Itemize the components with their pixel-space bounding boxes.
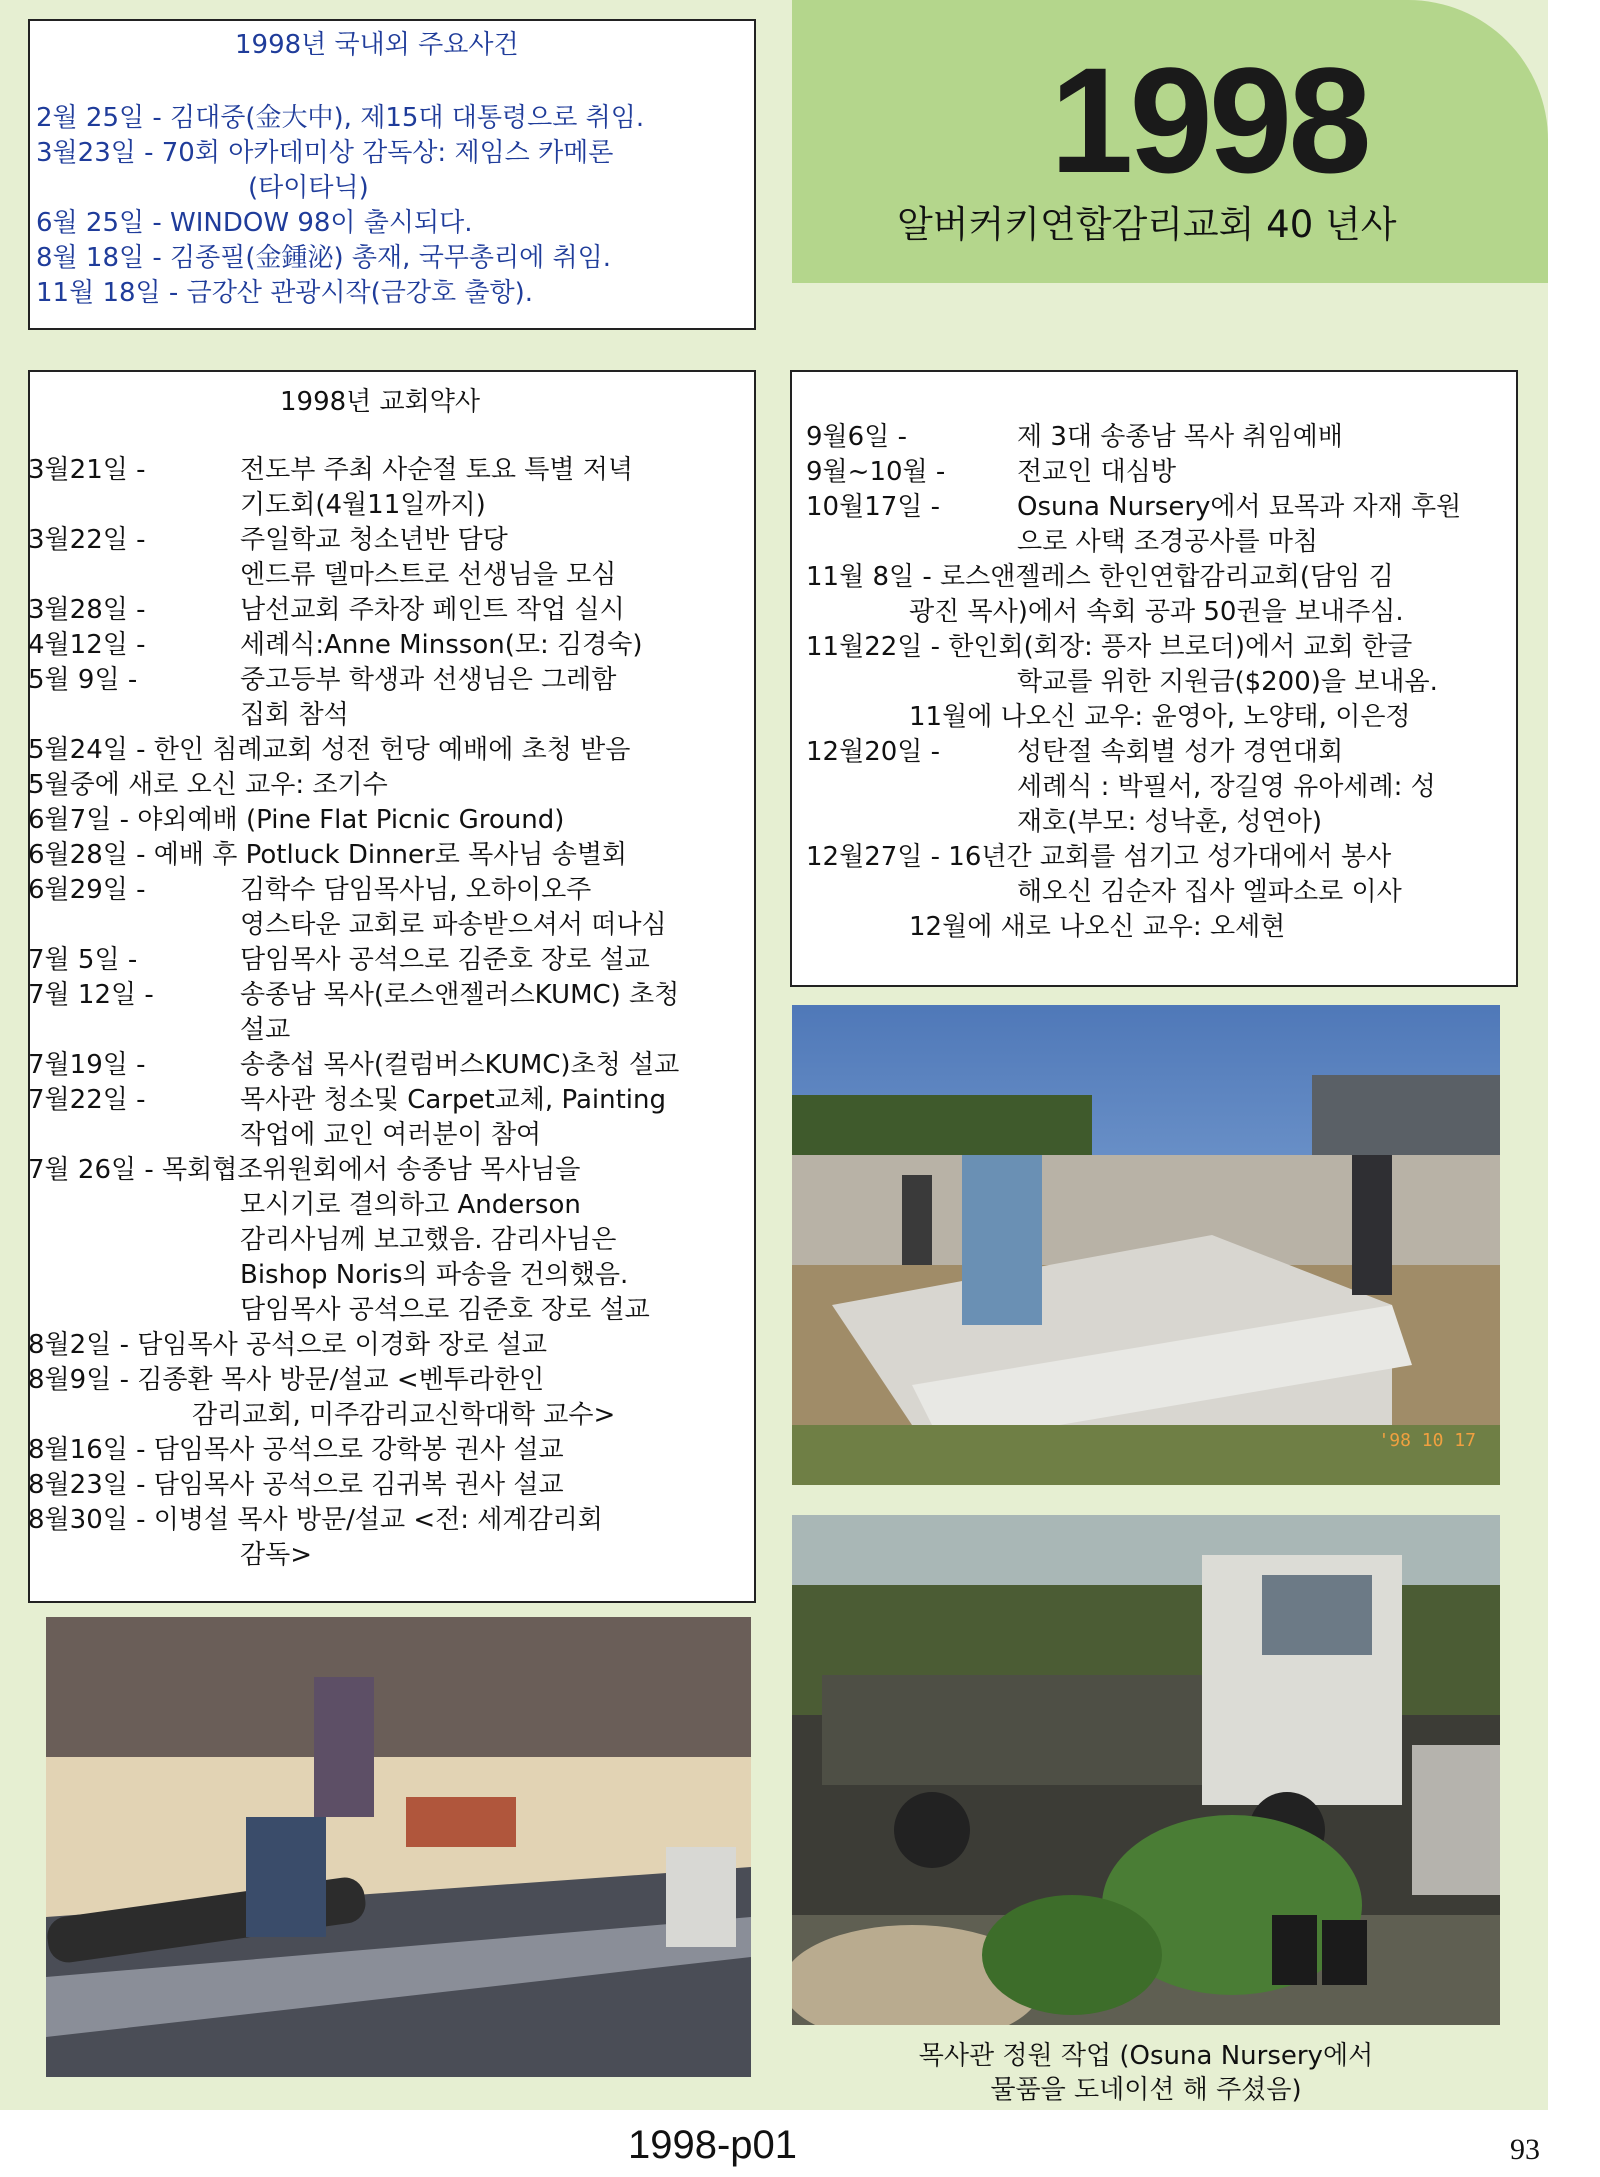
- world-event-line: 11월 18일 - 금강산 관광시작(금강호 출항).: [36, 278, 534, 308]
- history-entry: 7월 26일 - 목회협조위원회에서 송종남 목사님을: [28, 1155, 581, 1185]
- history-date: 6월29일 -: [28, 875, 146, 905]
- photo-caption-line-2: 물품을 도네이션 해 주셨음): [990, 2075, 1302, 2105]
- history-entry: 8월2일 - 담임목사 공석으로 이경화 장로 설교: [28, 1330, 548, 1360]
- history-entry: 8월9일 - 김종환 목사 방문/설교 <벤투라한인: [28, 1365, 545, 1395]
- year-heading: 1998: [1050, 36, 1368, 204]
- history-text: 광진 목사)에서 속회 공과 50권을 보내주심.: [909, 597, 1404, 627]
- world-event-line: 2월 25일 - 김대중(金大中), 제15대 대통령으로 취임.: [36, 103, 645, 133]
- history-date: 3월21일 -: [28, 455, 146, 485]
- history-entry: 6월7일 - 야외예배 (Pine Flat Picnic Ground): [28, 805, 565, 835]
- history-text: 전도부 주최 사순절 토요 특별 저녁: [240, 455, 633, 485]
- history-date: 7월22일 -: [28, 1085, 146, 1115]
- history-date: 9월6일 -: [806, 422, 907, 452]
- history-text: 학교를 위한 지원금($200)을 보내옴.: [1017, 667, 1438, 697]
- history-date: 7월19일 -: [28, 1050, 146, 1080]
- world-event-line: 3월23일 - 70회 아카데미상 감독상: 제임스 카메론: [36, 138, 614, 168]
- history-entry: 8월16일 - 담임목사 공석으로 강학봉 권사 설교: [28, 1435, 564, 1465]
- history-date: 3월28일 -: [28, 595, 146, 625]
- history-text: 재호(부모: 성낙훈, 성연아): [1017, 807, 1323, 837]
- history-text: 김학수 담임목사님, 오하이오주: [240, 875, 592, 905]
- history-text: Bishop Noris의 파송을 건의했음.: [240, 1260, 629, 1290]
- photo-caption-line-1: 목사관 정원 작업 (Osuna Nursery에서: [918, 2041, 1374, 2071]
- history-text: 작업에 교인 여러분이 참여: [240, 1120, 542, 1150]
- world-event-line: (타이타닉): [248, 173, 369, 203]
- history-text: 송충섭 목사(컬럼버스KUMC)초청 설교: [240, 1050, 680, 1080]
- church-history-title: 1998년 교회약사: [280, 387, 481, 417]
- world-event-line: 6월 25일 - WINDOW 98이 출시되다.: [36, 208, 473, 238]
- history-text: 세례식 : 박필서, 장길영 유아세례: 성: [1017, 772, 1436, 802]
- history-text: 기도회(4월11일까지): [240, 490, 486, 520]
- history-entry: 8월23일 - 담임목사 공석으로 김귀복 권사 설교: [28, 1470, 564, 1500]
- history-text: 담임목사 공석으로 김준호 장로 설교: [240, 945, 650, 975]
- history-text: 중고등부 학생과 선생님은 그레함: [240, 665, 617, 695]
- history-entry: 11월 8일 - 로스앤젤레스 한인연합감리교회(담임 김: [806, 562, 1394, 592]
- history-text: 감독>: [240, 1540, 313, 1570]
- history-date: 7월 12일 -: [28, 980, 154, 1010]
- history-date: 3월22일 -: [28, 525, 146, 555]
- world-events-title: 1998년 국내외 주요사건: [235, 30, 519, 60]
- church-history-right-box: [790, 370, 1518, 987]
- history-text: 제 3대 송종남 목사 취임예배: [1017, 422, 1343, 452]
- history-text: 영스타운 교회로 파송받으셔서 떠나심: [240, 910, 667, 940]
- world-event-line: 8월 18일 - 김종필(金鍾泌) 총재, 국무총리에 취임.: [36, 243, 612, 273]
- history-date: 7월 5일 -: [28, 945, 138, 975]
- photo-nursery-truck: [792, 1515, 1500, 2025]
- photo-yard-fabric-image: [792, 1005, 1500, 1485]
- history-text: 엔드류 델마스트로 선생님을 모심: [240, 560, 617, 590]
- history-date: 10월17일 -: [806, 492, 941, 522]
- history-text: 감리사님께 보고했음. 감리사님은: [240, 1225, 617, 1255]
- history-entry: 5월중에 새로 오신 교우: 조기수: [28, 770, 388, 800]
- history-text: 주일학교 청소년반 담당: [240, 525, 508, 555]
- history-entry: 5월24일 - 한인 침례교회 성전 헌당 예배에 초청 받음: [28, 735, 631, 765]
- history-text: 설교: [240, 1015, 291, 1045]
- history-text: 세례식:Anne Minsson(모: 김경숙): [240, 630, 643, 660]
- history-text: 전교인 대심방: [1017, 457, 1176, 487]
- history-text: 담임목사 공석으로 김준호 장로 설교: [240, 1295, 650, 1325]
- history-date: 5월 9일 -: [28, 665, 138, 695]
- page-label: 1998-p01: [628, 2123, 798, 2167]
- history-text: Osuna Nursery에서 묘목과 자재 후원: [1017, 492, 1462, 522]
- history-text: 으로 사택 조경공사를 마침: [1017, 527, 1319, 557]
- history-entry: 11월22일 - 한인회(회장: 픙자 브로더)에서 교회 한글: [806, 632, 1413, 662]
- history-entry: 12월27일 - 16년간 교회를 섬기고 성가대에서 봉사: [806, 842, 1392, 872]
- history-text: 송종남 목사(로스앤젤러스KUMC) 초청: [240, 980, 680, 1010]
- history-entry: 12월에 새로 나오신 교우: 오세현: [909, 912, 1286, 942]
- history-text: 모시기로 결의하고 Anderson: [240, 1190, 581, 1220]
- history-text: 감리교회, 미주감리교신학대학 교수>: [192, 1400, 616, 1430]
- page-number: 93: [1510, 2133, 1540, 2166]
- world-events-box: [28, 19, 756, 330]
- photo-workers-rolling: [46, 1617, 751, 2077]
- church-history-left-box: [28, 370, 756, 1603]
- history-entry: 11월에 나오신 교우: 윤영아, 노양태, 이은정: [909, 702, 1411, 732]
- history-text: 성탄절 속회별 성가 경연대회: [1017, 737, 1344, 767]
- history-text: 남선교회 주차장 페인트 작업 실시: [240, 595, 625, 625]
- history-text: 목사관 청소및 Carpet교체, Painting: [240, 1085, 667, 1115]
- history-date: 4월12일 -: [28, 630, 146, 660]
- history-date: 9월~10월 -: [806, 457, 946, 487]
- photo-date-stamp: '98 10 17: [1378, 1430, 1476, 1451]
- church-title: 알버커키연합감리교회 40 년사: [897, 203, 1397, 246]
- history-date: 12월20일 -: [806, 737, 941, 767]
- history-text: 집회 참석: [240, 700, 349, 730]
- photo-nursery-truck-image: [792, 1515, 1500, 2025]
- photo-yard-fabric: [792, 1005, 1500, 1485]
- photo-workers-rolling-image: [46, 1617, 751, 2077]
- history-entry: 6월28일 - 예배 후 Potluck Dinner로 목사님 송별회: [28, 840, 628, 870]
- history-entry: 8월30일 - 이병설 목사 방문/설교 <전: 세계감리회: [28, 1505, 603, 1535]
- history-text: 해오신 김순자 집사 엘파소로 이사: [1017, 877, 1402, 907]
